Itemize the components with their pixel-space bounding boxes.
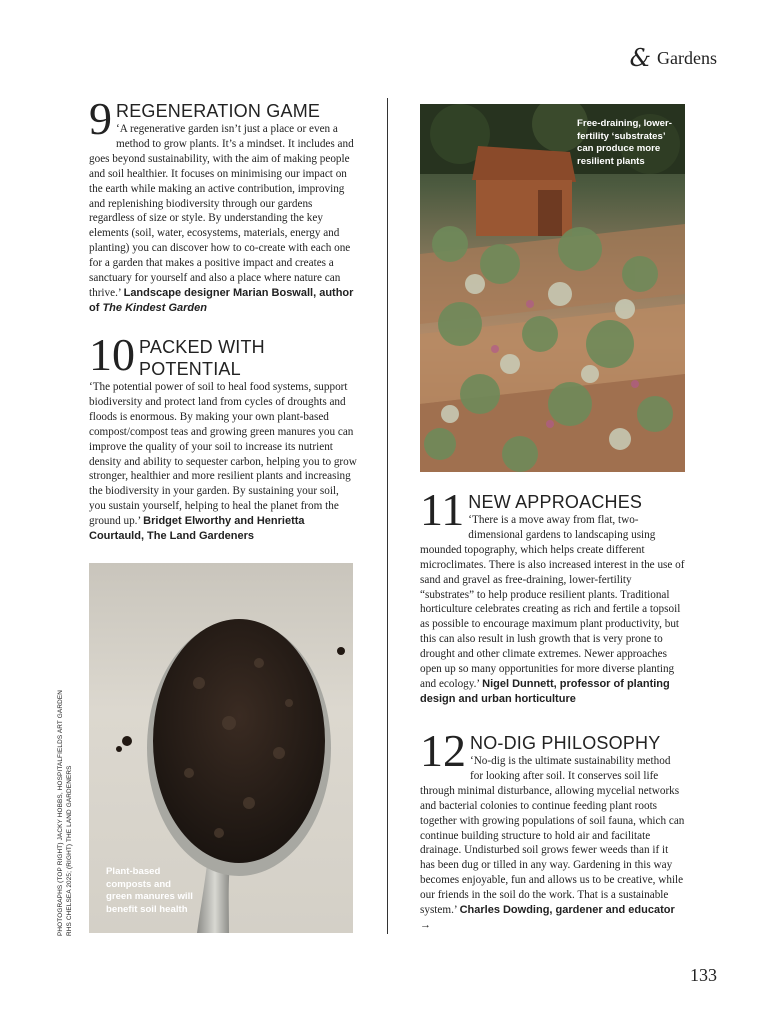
section-10 — [89, 329, 357, 544]
section-credit: Charles Dowding, gardener and educator → — [420, 904, 675, 931]
column-divider — [387, 98, 388, 934]
page-number: 133 — [690, 965, 717, 985]
soil-caption: Plant-based composts and green manures will benefit soil health — [106, 865, 193, 916]
garden-caption: Free-draining, lower-fertility ‘substrates’ can produce more resilient plants — [577, 118, 672, 167]
section-11 — [420, 484, 685, 707]
section-heading: NEW APPROACHES — [468, 492, 643, 512]
section-heading: REGENERATION GAME — [116, 101, 321, 121]
book-title: The Kindest Garden — [102, 301, 207, 314]
section-header — [630, 46, 717, 70]
section-number: 10 — [89, 329, 135, 380]
section-credit: Bridget Elworthy and Henrietta Courtauld, The Land Gardeners — [89, 515, 305, 543]
section-body: ‘The potential power of soil to heal food systems, support biodiversity and protect land from cycles of droughts and floods is enormous. By making your own plant-based compost/compost teas and growing green manures you can improve the quality of your soil to increase its nutrient density and ability to sequester carbon, helping you to grow stronger, healthier and more resilient plants and increasing the biodiversity in your garden. By sustaining your soil, you sustain yourself, helping to heal the planet from the ground up.’ Bridget Elworthy and Henrietta Courtauld, The Land Gardeners — [89, 381, 357, 543]
section-heading: PACKED WITH POTENTIAL — [139, 337, 265, 379]
section-number: 12 — [420, 725, 466, 776]
section-heading: NO-DIG PHILOSOPHY — [470, 733, 661, 753]
photo-credit: PHOTOGRAPHS (TOP RIGHT) JACKY HOBBS, HOSPITALFIELDS ART GARDEN RHS CHELSEA 2025; (RIGHT) THE LAND GARDENERS — [57, 689, 73, 936]
section-credit: Nigel Dunnett, professor of planting design and urban horticulture — [420, 677, 670, 705]
section-9 — [89, 93, 357, 316]
section-number: 9 — [89, 93, 112, 144]
section-name: Gardens — [657, 47, 717, 68]
ampersand-icon: & — [629, 44, 652, 72]
section-number: 11 — [420, 484, 465, 535]
soil-photo — [89, 563, 353, 933]
section-credit: Landscape designer Marian Boswall, author of The Kindest Garden — [89, 286, 354, 314]
section-12 — [420, 725, 685, 933]
section-body: ‘There is a move away from flat, two-dimensional gardens to landscaping using mounded topography, which helps create different microclimates. There is also increased interest in the use of sand and gravel as free-draining, lower-fertility “substrates” to help produce resilient plants. Traditional horticulture celebrates creating as rich and fertile a topsoil as possible to encourage maximum plant productivity, but this can also result in lush growth that is very prone to drought and other climate extremes. Newer approaches open up so many opportunities for more diverse planting and ecology.’ Nigel Dunnett, professor of planting design and urban horticulture — [420, 514, 685, 705]
section-body: ‘A regenerative garden isn’t just a place or even a method to grow plants. It’s a mindset. It includes and goes beyond sustainability, with the aim of making people and soil healthier. It focuses on minimising our impact on the earth while making an active contribution, improving and replenishing biodiversity through our gardens regardless of size or style. By understanding the key elements (soil, water, ecosystems, materials, energy and planting) you can discover how to co-create with each one for a garden that makes a positive impact and creates a sanctuary for yourself and also a place where nature can thrive.’ Landscape designer Marian Boswall, author of The Kindest Garden — [89, 123, 354, 314]
section-body: ‘No-dig is the ultimate sustainability method for looking after soil. It conserves soil life through minimal disturbance, allowing mycelial networks and bacterial colonies to continue feeding plant roots together with growing populations of soil fauna, which can continue building structure to hold air and facilitate drainage. Undisturbed soil grows fewer weeds than if it has been dug or tilled in any way. Gardening in this way becomes enjoyable, fun and allows us to be creative, while our friends in the soil do the work. That is a sustainable system.’ Charles Dowding, gardener and educator → — [420, 755, 685, 931]
garden-photo — [420, 104, 685, 472]
